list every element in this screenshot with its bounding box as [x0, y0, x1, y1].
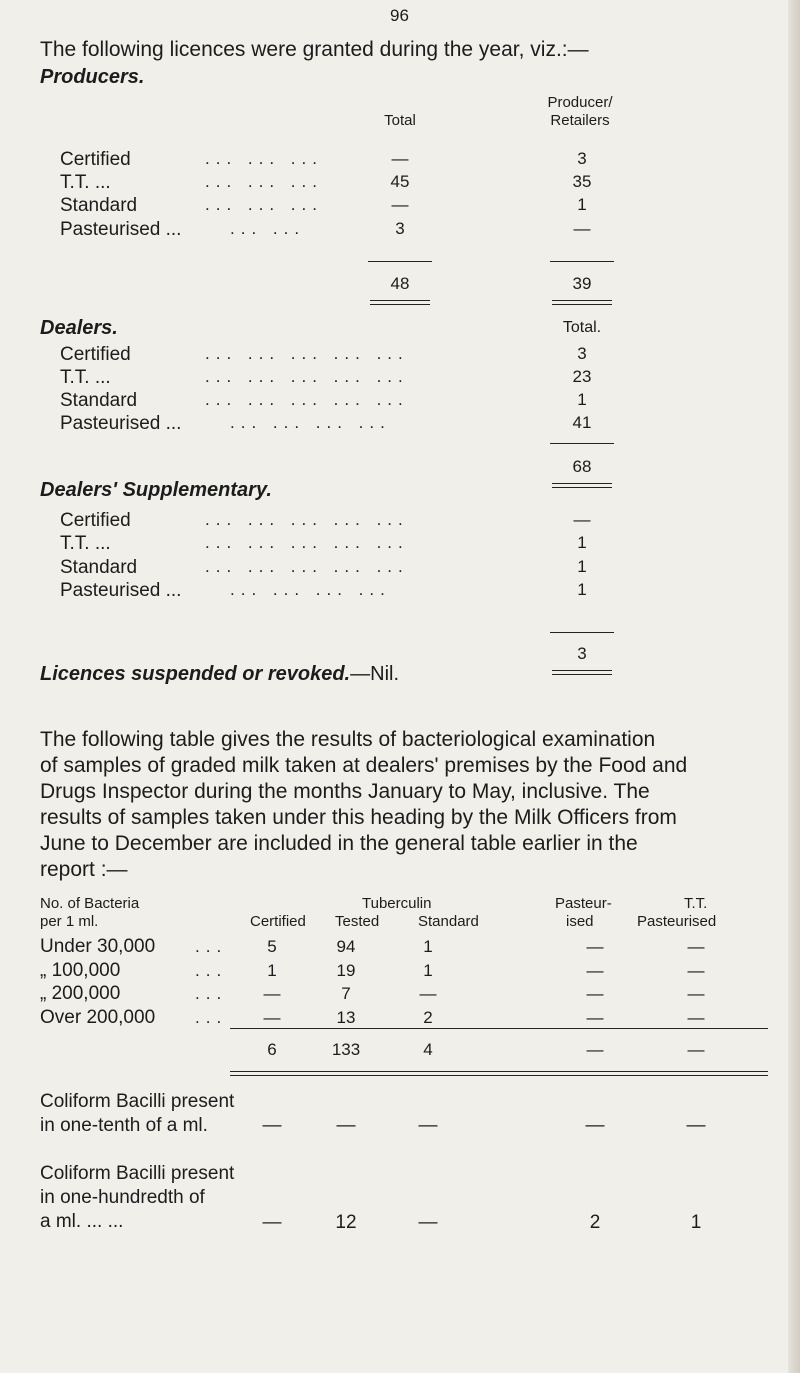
coliform-row-cell: —	[262, 1115, 282, 1136]
producers-row-total: 45	[390, 172, 410, 191]
bact-head-standard: Standard	[418, 913, 479, 930]
coliform-row-cell: —	[418, 1212, 438, 1233]
paragraph-line: of samples of graded milk taken at dealers' premises by the Food and	[40, 754, 688, 777]
bact-row-label: „ 100,000	[40, 960, 121, 981]
supplementary-row-value: 1	[577, 580, 587, 599]
coliform-row-line: Coliform Bacilli present	[40, 1091, 235, 1112]
supplementary-row-dots: ... ... ... ... ...	[205, 510, 409, 529]
dealers-row-value: 1	[577, 390, 587, 409]
supplementary-rule	[550, 632, 614, 633]
bact-row-cell: 2	[423, 1008, 433, 1027]
bact-head-col1-b: per 1 ml.	[40, 913, 99, 930]
supplementary-sum: 3	[577, 644, 587, 663]
dealers-row-dots: ... ... ... ... ...	[205, 367, 409, 386]
page-edge-shadow	[788, 0, 800, 1373]
bact-row-cell: 7	[341, 984, 351, 1003]
coliform-row-cell: —	[686, 1115, 706, 1136]
producers-col-pr-1: Producer/	[547, 94, 613, 111]
bact-row-cell: 5	[267, 937, 277, 956]
bact-row-cell: —	[263, 984, 281, 1003]
paragraph-line: Drugs Inspector during the months January to May, inclusive. The	[40, 780, 650, 803]
bact-head-tt-b: Pasteurised	[637, 913, 717, 930]
bact-total-cell: 6	[267, 1040, 277, 1059]
producers-row-pr: —	[573, 219, 591, 238]
bact-row-cell: —	[586, 937, 604, 956]
bact-row-cell: —	[687, 984, 705, 1003]
suspended-value: —Nil.	[350, 663, 400, 685]
bact-row-cell: —	[263, 1008, 281, 1027]
dealers-row-dots: ... ... ... ... ...	[205, 344, 409, 363]
bact-total-cell: —	[687, 1040, 705, 1059]
suspended-heading: Licences suspended or revoked.	[40, 663, 351, 685]
supplementary-row-value: 1	[577, 557, 587, 576]
bact-row-cell: 1	[423, 937, 433, 956]
coliform-row-line: Coliform Bacilli present	[40, 1163, 235, 1184]
coliform-row-line: in one-hundredth of	[40, 1187, 205, 1208]
supplementary-row-dots: ... ... ... ...	[230, 580, 391, 599]
producers-sum-pr: 39	[572, 274, 592, 293]
bact-total-double-rule	[230, 1071, 768, 1076]
bact-head-tt-a: T.T.	[684, 895, 708, 912]
dealers-row-label: T.T. ...	[60, 367, 111, 388]
paragraph-line: results of samples taken under this heading by the Milk Officers from	[40, 806, 677, 829]
dealers-double-rule	[552, 483, 612, 488]
bact-head-pasteur-a: Pasteur-	[555, 895, 612, 912]
coliform-row-cell: 1	[690, 1212, 702, 1233]
bact-row-cell: —	[687, 1008, 705, 1027]
coliform-row-line: a ml. ... ...	[40, 1211, 124, 1232]
bact-row-cell: —	[687, 961, 705, 980]
producers-total-double-rule	[370, 300, 430, 305]
bact-row-dots: ...	[195, 937, 228, 956]
supplementary-row-label: Certified	[60, 510, 131, 531]
bact-row-cell: —	[586, 961, 604, 980]
dealers-row-label: Standard	[60, 390, 138, 411]
coliform-row-cell: —	[262, 1212, 282, 1233]
bact-row-cell: 94	[336, 937, 356, 956]
producers-row-label: Pasteurised ...	[60, 219, 182, 240]
producers-row-label: Certified	[60, 149, 131, 170]
bact-row-cell: —	[419, 984, 437, 1003]
page-number: 96	[390, 6, 409, 25]
bact-row-cell: —	[687, 937, 705, 956]
bact-total-cell: —	[586, 1040, 604, 1059]
dealers-row-dots: ... ... ... ... ...	[205, 390, 409, 409]
supplementary-row-label: Pasteurised ...	[60, 580, 182, 601]
supplementary-double-rule	[552, 670, 612, 675]
producers-row-pr: 1	[577, 195, 587, 214]
bact-row-cell: 13	[336, 1008, 356, 1027]
coliform-row-cell: —	[336, 1115, 356, 1136]
bact-row-dots: ...	[195, 961, 228, 980]
producers-sum-total: 48	[390, 274, 410, 293]
dealers-sum: 68	[572, 457, 592, 476]
bact-row-label: Under 30,000	[40, 936, 156, 957]
dealers-row-label: Certified	[60, 344, 131, 365]
producers-row-dots: ... ... ...	[205, 195, 323, 214]
bact-row-cell: 1	[423, 961, 433, 980]
supplementary-row-dots: ... ... ... ... ...	[205, 533, 409, 552]
producers-pr-rule	[550, 261, 614, 262]
producers-row-label: Standard	[60, 195, 138, 216]
dealers-heading: Dealers.	[40, 317, 118, 339]
producers-row-total: —	[391, 195, 409, 214]
bact-total-rule	[230, 1028, 768, 1029]
coliform-row-cell: —	[418, 1115, 438, 1136]
coliform-row-cell: 12	[335, 1212, 357, 1233]
producers-pr-double-rule	[552, 300, 612, 305]
bact-row-label: Over 200,000	[40, 1007, 156, 1028]
supplementary-row-value: —	[573, 510, 591, 529]
supplementary-row-value: 1	[577, 533, 587, 552]
producers-col-pr-2: Retailers	[550, 112, 610, 129]
dealers-row-value: 41	[572, 413, 592, 432]
paragraph-line: June to December are included in the general table earlier in the	[40, 832, 638, 855]
supplementary-row-dots: ... ... ... ... ...	[205, 557, 409, 576]
coliform-row-cell: —	[585, 1115, 605, 1136]
producers-row-dots: ... ... ...	[205, 172, 323, 191]
bact-row-dots: ...	[195, 984, 228, 1003]
bact-row-cell: 19	[336, 961, 356, 980]
producers-total-rule	[368, 261, 432, 262]
producers-heading: Producers.	[40, 66, 145, 88]
dealers-row-label: Pasteurised ...	[60, 413, 182, 434]
suspended-line	[40, 663, 399, 686]
dealers-row-value: 23	[572, 367, 592, 386]
bact-row-cell: —	[586, 984, 604, 1003]
coliform-row-cell: 2	[589, 1212, 601, 1233]
bact-head-tuberculin: Tuberculin	[362, 895, 432, 912]
intro-line: The following licences were granted during the year, viz.:—	[40, 38, 589, 61]
bact-head-tested: Tested	[335, 913, 380, 930]
producers-row-total: 3	[395, 219, 405, 238]
producers-row-pr: 3	[577, 149, 587, 168]
dealers-row-value: 3	[577, 344, 587, 363]
bact-row-cell: 1	[267, 961, 277, 980]
bact-row-dots: ...	[195, 1008, 228, 1027]
supplementary-heading: Dealers' Supplementary.	[40, 479, 272, 501]
coliform-row-line: in one-tenth of a ml.	[40, 1115, 208, 1136]
bact-row-label: „ 200,000	[40, 983, 121, 1004]
producers-row-dots: ... ... ...	[205, 149, 323, 168]
producers-row-dots: ... ...	[230, 219, 306, 238]
bact-total-cell: 4	[423, 1040, 433, 1059]
dealers-col-total: Total.	[562, 319, 602, 336]
supplementary-row-label: Standard	[60, 557, 138, 578]
paragraph-line: The following table gives the results of bacteriological examination	[40, 728, 656, 751]
producers-row-label: T.T. ...	[60, 172, 111, 193]
bact-head-certified: Certified	[250, 913, 306, 930]
bact-head-pasteur-b: ised	[566, 913, 594, 930]
producers-col-total: Total	[384, 112, 416, 129]
dealers-row-dots: ... ... ... ...	[230, 413, 391, 432]
supplementary-row-label: T.T. ...	[60, 533, 111, 554]
bact-row-cell: —	[586, 1008, 604, 1027]
bact-head-col1-a: No. of Bacteria	[40, 895, 140, 912]
producers-row-total: —	[391, 149, 409, 168]
producers-row-pr: 35	[572, 172, 592, 191]
bact-total-cell: 133	[331, 1040, 361, 1059]
paragraph-line: report :—	[40, 858, 128, 881]
dealers-rule	[550, 443, 614, 444]
